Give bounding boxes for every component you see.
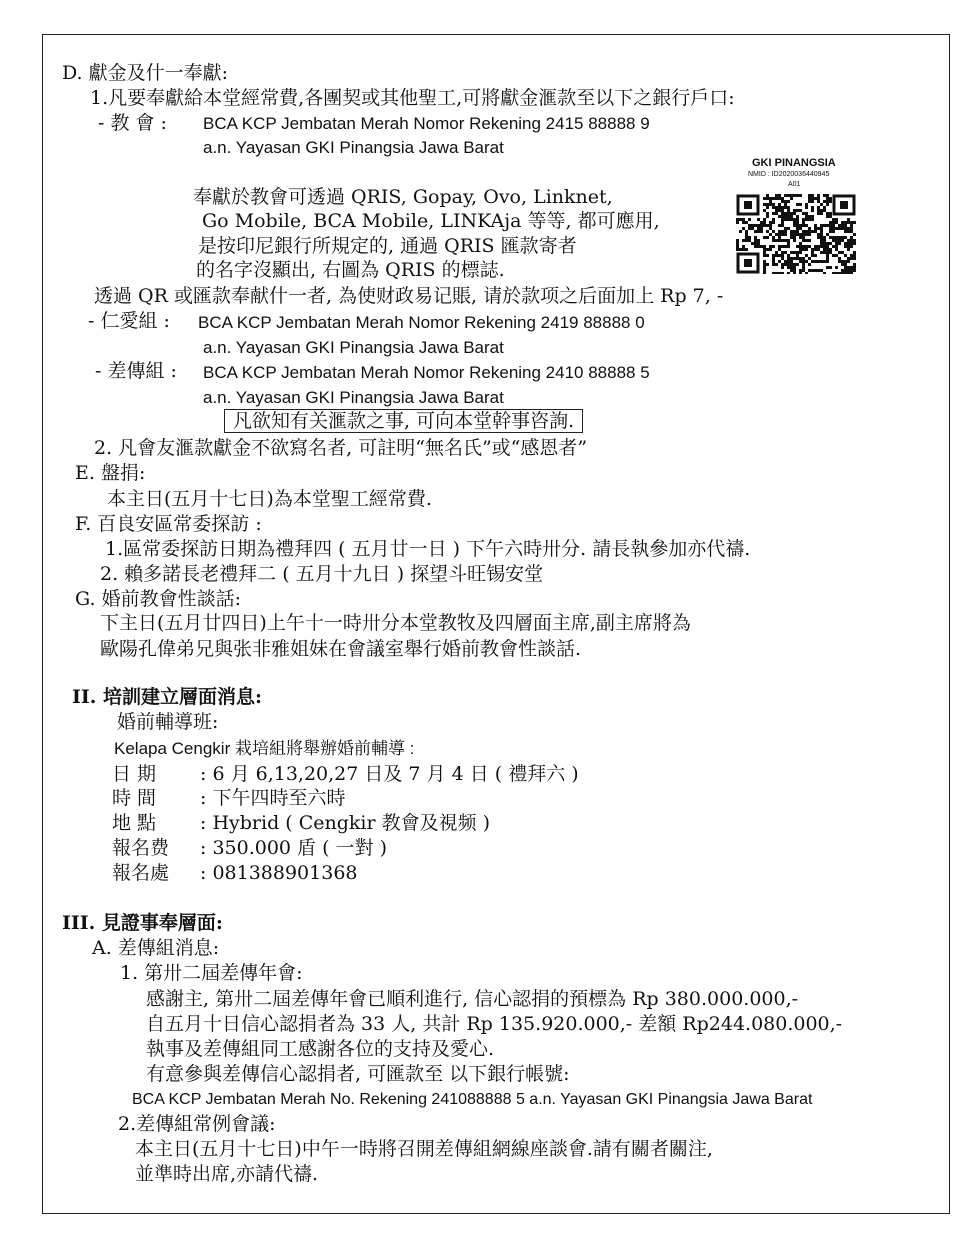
mission-conference-line-2: 自五月十日信心認捐者為 33 人, 共計 Rp 135.920.000,- 差額 Rp244.080.000,- <box>146 1013 843 1035</box>
section-f-title: F. 百良安區常委探訪 : <box>75 513 262 535</box>
mission-account-label: - 差傳組 : <box>95 360 177 382</box>
church-account-name: a.n. Yayasan GKI Pinangsia Jawa Barat <box>203 138 504 157</box>
mission-account-number: BCA KCP Jembatan Merah Nomor Rekening 2410 88888 5 <box>203 363 650 382</box>
mission-conference-line-4: 有意參與差傳信心認捐者, 可匯款至 以下銀行帳號: <box>146 1063 570 1085</box>
detail-label-date: 日 期 <box>112 763 157 785</box>
inquiry-box: 凡欲知有关滙款之事, 可向本堂幹事咨詢. <box>224 409 583 433</box>
section-f1: 1.區常委探訪日期為禮拜四 ( 五月廿一日 ) 下午六時卅分. 請長執參加亦代禱. <box>105 538 751 560</box>
detail-value-registration: : 081388901368 <box>200 862 358 884</box>
love-account-number: BCA KCP Jembatan Merah Nomor Rekening 2419 88888 0 <box>198 313 645 332</box>
qris-line-2: Go Mobile, BCA Mobile, LINKAja 等等, 都可應用, <box>202 210 660 232</box>
section-e-body: 本主日(五月十七日)為本堂聖工經常費. <box>107 488 432 510</box>
section-ii-sub: 婚前輔導班: <box>117 711 219 733</box>
qr-code-id: A01 <box>788 181 801 188</box>
detail-label-registration: 報名處 <box>112 862 170 884</box>
qris-line-3: 是按印尼銀行所規定的, 通過 QRIS 匯款寄者 <box>198 235 577 257</box>
mission-meeting-line-1: 本主日(五月十七日)中午一時將召開差傳組網線座談會.請有關者關注, <box>135 1138 713 1160</box>
section-ii-title: II. 培訓建立層面消息: <box>72 686 263 708</box>
detail-label-place: 地 點 <box>112 812 157 834</box>
section-d2: 2. 凡會友滙款獻金不欲寫名者, 可註明“無名氏”或“感恩者” <box>94 437 588 459</box>
section-g-line-1: 下主日(五月廿四日)上午十一時卅分本堂教牧及四層面主席,副主席將為 <box>100 612 691 634</box>
detail-value-date: : 6 月 6,13,20,27 日及 7 月 4 日 ( 禮拜六 ) <box>200 763 579 785</box>
mission-meeting-line-2: 並準時出席,亦請代禱. <box>135 1163 319 1185</box>
detail-label-fee: 報名费 <box>112 837 170 859</box>
qr-nmid: NMID : ID2020036440945 <box>748 171 830 178</box>
section-d1-intro: 1.凡要奉獻給本堂經常費,各團契或其他聖工,可將獻金滙款至以下之銀行戶口: <box>90 87 735 109</box>
mission-bank-account: BCA KCP Jembatan Merah No. Rekening 241088888 5 a.n. Yayasan GKI Pinangsia Jawa Barat <box>132 1091 813 1108</box>
mission-meeting-title: 2.差傳組常例會議: <box>118 1113 276 1135</box>
section-g-title: G. 婚前教會性談話: <box>75 588 241 610</box>
love-account-name: a.n. Yayasan GKI Pinangsia Jawa Barat <box>203 338 504 357</box>
church-account-label: - 教 會 : <box>98 112 167 134</box>
section-iii-a-title: A. 差傳組消息: <box>92 937 220 959</box>
qr-title: GKI PINANGSIA <box>752 157 836 169</box>
mission-conference-line-1: 感謝主, 第卅二屆差傳年會已順利進行, 信心認捐的預標為 Rp 380.000.000,- <box>146 988 799 1010</box>
section-e-title: E. 盤捐: <box>75 462 146 484</box>
mission-conference-line-3: 執事及差傳組同工感謝各位的支持及愛心. <box>146 1038 495 1060</box>
detail-label-time: 時 間 <box>112 787 157 809</box>
mission-conference-title: 1. 第卅二屆差傳年會: <box>120 962 303 984</box>
section-iii-title: III. 見證事奉層面: <box>62 912 223 934</box>
love-account-label: - 仁愛組 : <box>88 310 170 332</box>
mission-account-name: a.n. Yayasan GKI Pinangsia Jawa Barat <box>203 388 504 407</box>
section-d-title: D. 獻金及什一奉獻: <box>62 62 229 84</box>
church-account-number: BCA KCP Jembatan Merah Nomor Rekening 2415 88888 9 <box>203 114 650 133</box>
detail-value-place: : Hybrid ( Cengkir 教會及視频 ) <box>200 812 491 834</box>
qris-code-image <box>736 194 856 274</box>
qris-line-4: 的名字沒顯出, 右圖為 QRIS 的標誌. <box>196 259 505 281</box>
section-g-line-2: 歐陽孔偉弟兄與张非雅姐妹在會議室舉行婚前教會性談話. <box>100 638 582 660</box>
detail-value-fee: : 350.000 盾 ( 一對 ) <box>200 837 387 859</box>
tithe-note: 透過 QR 或匯款奉献什一者, 為使财政易记賬, 请於款项之后面加上 Rp 7, - <box>94 285 724 307</box>
qris-line-1: 奉獻於教會可透過 QRIS, Gopay, Ovo, Linknet, <box>193 186 613 208</box>
section-f2: 2. 賴多諾長老禮拜二 ( 五月十九日 ) 探望斗旺锡安堂 <box>100 563 544 585</box>
section-ii-intro: Kelapa Cengkir 栽培組將舉辦婚前輔導 : <box>114 739 415 758</box>
detail-value-time: : 下午四時至六時 <box>200 787 346 809</box>
